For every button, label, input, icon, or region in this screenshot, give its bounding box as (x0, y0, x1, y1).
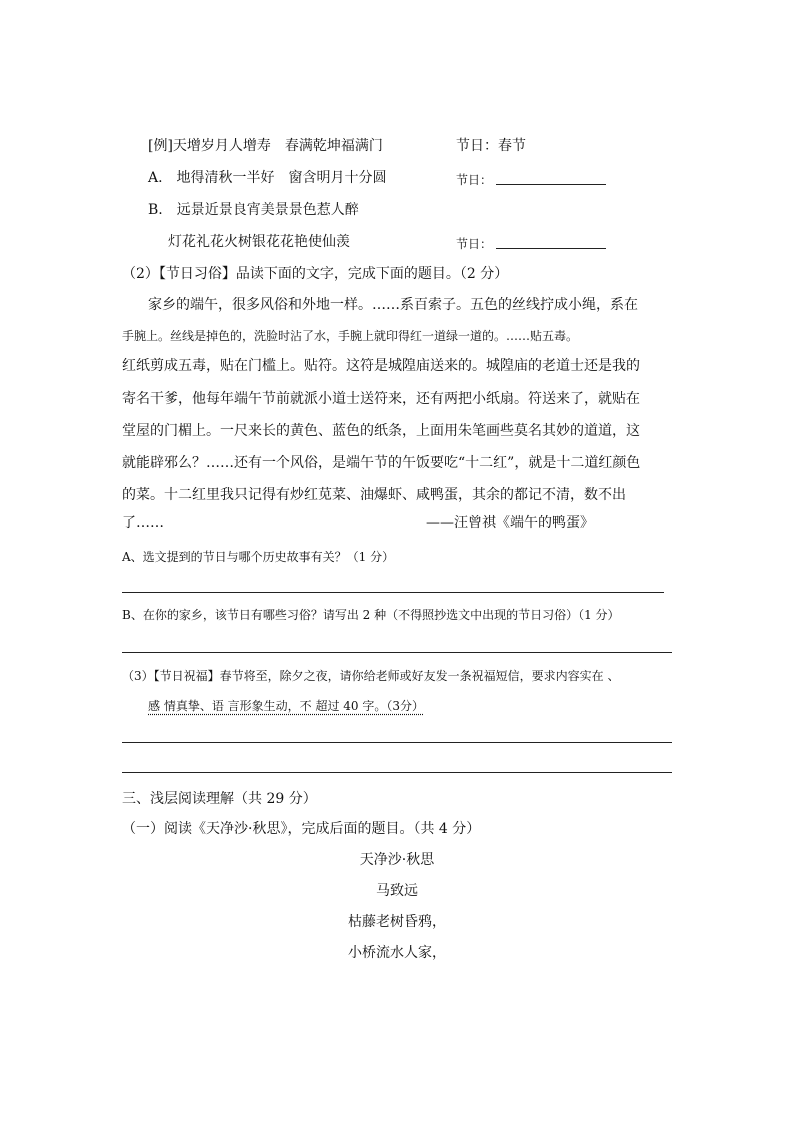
couplet-a: A. 地得清秋一半好 窗含明月十分圆 (148, 170, 387, 186)
passage-source: ——汪曾祺《端午的鸭蛋》 (426, 515, 594, 531)
answer-line-q3-2[interactable] (122, 772, 672, 773)
answer-line-a[interactable] (122, 592, 664, 593)
answer-line-b[interactable] (122, 652, 672, 653)
sub-question-a: A、选文提到的节日与哪个历史故事有关？（1 分） (122, 550, 395, 564)
poem-title: 天净沙·秋思 (359, 852, 435, 868)
question3-line1: （3）【节日祝福】春节将至，除夕之夜，请你给老师或好友发一条祝福短信，要求内容实在 、 (122, 669, 620, 683)
passage-line: 红纸剪成五毒，贴在门槛上。贴符。这符是城隍庙送来的。城隍庙的老道士还是我的 (122, 358, 640, 374)
couplet-b-festival-label: 节日： (456, 237, 493, 251)
example-couplet: [例]天增岁月人增寿 春满乾坤福满门 (148, 138, 383, 154)
passage-line: 手腕上。丝线是掉色的，洗脸时沾了水，手腕上就印得红一道绿一道的。……贴五毒。 (122, 329, 579, 343)
passage-line: 堂屋的门楣上。一尺来长的黄色、蓝色的纸条，上面用朱笔画些莫名其妙的道道，这 (122, 423, 640, 439)
poem-line: 枯藤老树昏鸦， (348, 914, 446, 930)
couplet-b-line2: 灯花礼花火树银花花艳使仙羡 (168, 234, 350, 250)
section3-title: 三、浅层阅读理解（共 29 分） (122, 791, 317, 807)
answer-line-q3-1[interactable] (122, 742, 672, 743)
couplet-a-answer-blank[interactable] (496, 184, 606, 185)
couplet-b-line1: B. 远景近景良宵美景景色惹人醉 (148, 202, 359, 218)
passage-line: 的菜。十二红里我只记得有炒红苋菜、油爆虾、咸鸭蛋，其余的都记不清，数不出 (122, 487, 626, 503)
poem-line: 小桥流水人家， (348, 945, 446, 961)
example-festival: 节日：春节 (456, 138, 526, 154)
question3-line2: 感 情真挚、语 言形象生动，不 超过 40 字。（3分） (148, 699, 424, 713)
couplet-a-festival-label: 节日： (456, 173, 493, 187)
passage-line: 就能辟邪么？……还有一个风俗，是端午节的午饭要吃“十二红”，就是十二道红颜色 (122, 455, 641, 471)
passage-line: 了…… (122, 515, 164, 531)
passage-line: 家乡的端午，很多风俗和外地一样。……系百索子。五色的丝线拧成小绳，系在 (148, 297, 638, 313)
poem-author: 马致远 (376, 883, 418, 899)
sub-question-b: B、在你的家乡，该节日有哪些习俗？请写出 2 种（不得照抄选文中出现的节日习俗）（1 分） (122, 608, 620, 622)
question2-header: （2）【节日习俗】品读下面的文字，完成下面的题目。（2 分） (122, 266, 509, 282)
passage-line: 寄名干爹，他每年端午节前就派小道士送符来，还有两把小纸扇。符送来了，就贴在 (122, 391, 640, 407)
section3-sub1: （一）阅读《天净沙·秋思》，完成后面的题目。（共 4 分） (122, 821, 481, 837)
couplet-b-answer-blank[interactable] (496, 248, 606, 249)
